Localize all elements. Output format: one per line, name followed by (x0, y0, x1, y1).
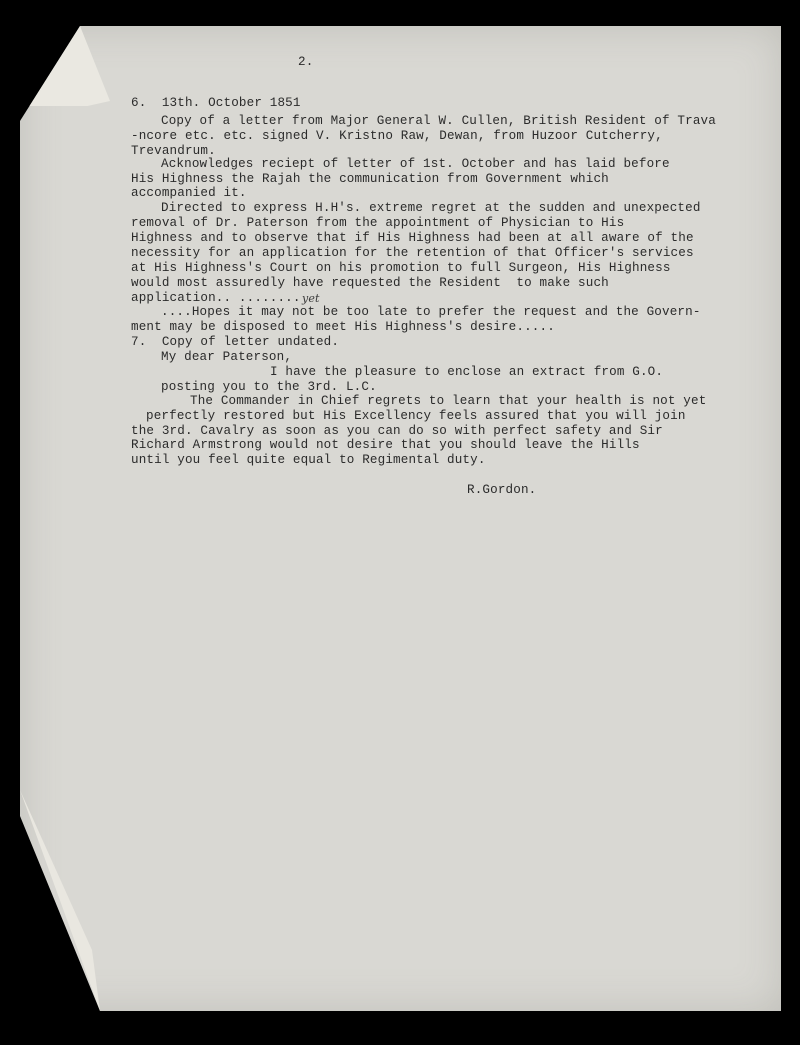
text-line: at His Highness's Court on his promotion to full Surgeon, His Highness (131, 261, 671, 275)
text-line: Highness and to observe that if His Highness had been at all aware of the (131, 231, 694, 245)
text-line: the 3rd. Cavalry as soon as you can do so with perfect safety and Sir (131, 424, 663, 438)
text-line: ment may be disposed to meet His Highness's desire..... (131, 320, 555, 334)
text-line: The Commander in Chief regrets to learn that your health is not yet (190, 394, 707, 408)
text-line: posting you to the 3rd. L.C. (161, 380, 377, 394)
text-line: Copy of a letter from Major General W. Cullen, British Resident of Trava (161, 114, 716, 128)
text-line: accompanied it. (131, 186, 247, 200)
text-line: necessity for an application for the retention of that Officer's services (131, 246, 694, 260)
handwritten-insertion: yet (302, 292, 320, 305)
entry-6-heading: 6. 13th. October 1851 (131, 96, 301, 110)
text-line: Trevandrum. (131, 144, 216, 158)
text-line: His Highness the Rajah the communication from Government which (131, 172, 609, 186)
signature: R.Gordon. (467, 483, 537, 497)
text-line: removal of Dr. Paterson from the appointment of Physician to His (131, 216, 625, 230)
text-line: Richard Armstrong would not desire that you should leave the Hills (131, 438, 640, 452)
salutation: My dear Paterson, (161, 350, 293, 364)
text-line: ....Hopes it may not be too late to prefer the request and the Govern- (161, 305, 701, 319)
text-line: until you feel quite equal to Regimental duty. (131, 453, 486, 467)
entry-7-heading: 7. Copy of letter undated. (131, 335, 340, 349)
text-line: I have the pleasure to enclose an extract from G.O. (270, 365, 664, 379)
text-line: -ncore etc. etc. signed V. Kristno Raw, Dewan, from Huzoor Cutcherry, (131, 129, 663, 143)
page-number: 2. (298, 55, 314, 69)
text-line: would most assuredly have requested the Resident to make such (131, 276, 609, 290)
text-line: Directed to express H.H's. extreme regret at the sudden and unexpected (161, 201, 701, 215)
text-line: application.. ........ (131, 291, 301, 305)
text-line: perfectly restored but His Excellency feels assured that you will join (146, 409, 686, 423)
text-line: Acknowledges reciept of letter of 1st. October and has laid before (161, 157, 670, 171)
